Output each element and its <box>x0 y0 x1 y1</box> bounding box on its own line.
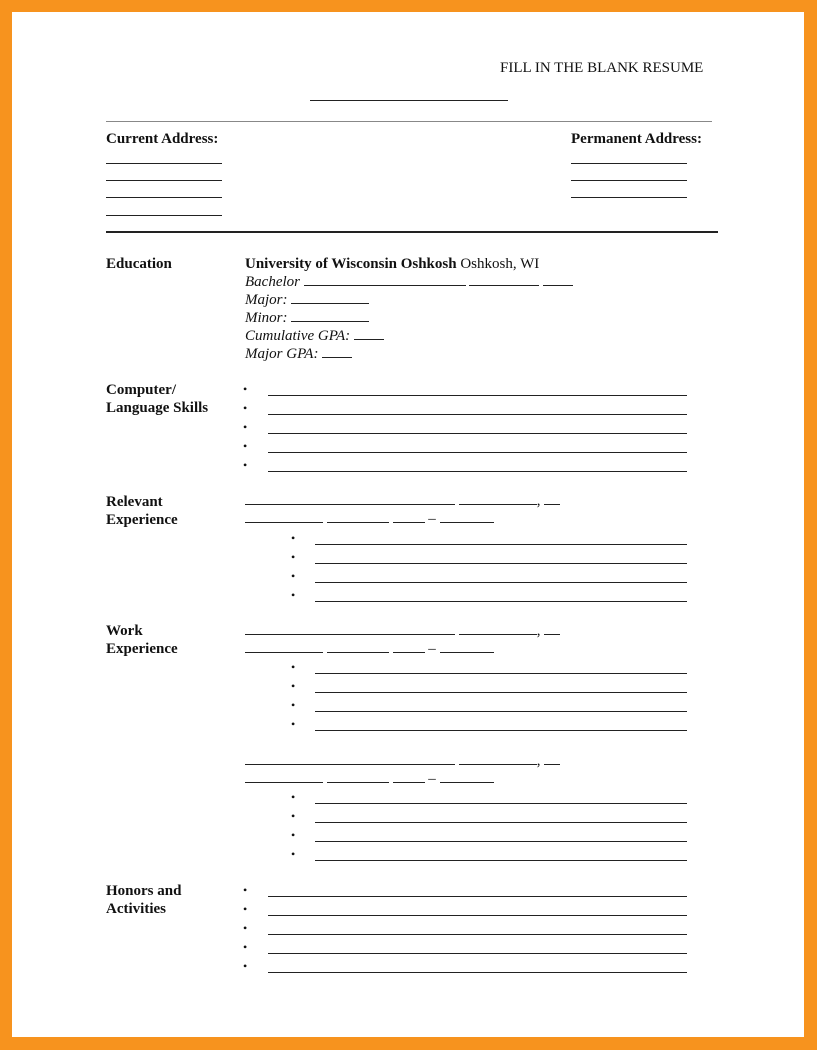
year-blank <box>393 510 425 523</box>
university-name: University of Wisconsin Oshkosh <box>245 256 457 272</box>
state-blank <box>544 492 560 505</box>
work-bullet: • <box>291 679 296 693</box>
cumulative-gpa-blank <box>354 327 384 340</box>
university-location: Oshkosh, WI <box>460 256 540 272</box>
relevant-line <box>315 544 687 545</box>
work-line <box>315 822 687 823</box>
skills-label-line1: Computer/ <box>106 382 176 398</box>
address-divider <box>106 231 718 233</box>
end-date-blank <box>440 510 494 523</box>
degree-row <box>245 273 573 291</box>
permanent-address-line <box>571 197 687 198</box>
permanent-address-label: Permanent Address: <box>571 131 702 147</box>
name-blank <box>310 100 508 101</box>
degree-blank <box>543 273 573 286</box>
position-blank <box>245 752 455 765</box>
honors-label <box>106 882 181 918</box>
education-label: Education <box>106 256 172 272</box>
relevant-label-line2: Experience <box>106 512 178 528</box>
skills-line <box>268 452 687 453</box>
work-line <box>315 711 687 712</box>
employer-blank <box>459 622 537 635</box>
permanent-address-line <box>571 180 687 181</box>
relevant-bullet: • <box>291 569 296 583</box>
permanent-address-line <box>571 163 687 164</box>
relevant-line <box>315 601 687 602</box>
degree-blank <box>469 273 539 286</box>
work-line <box>315 673 687 674</box>
relevant-bullet: • <box>291 588 296 602</box>
year-blank <box>393 770 425 783</box>
honors-bullet: • <box>243 940 248 954</box>
work-label-line1: Work <box>106 623 143 639</box>
minor-blank <box>291 309 369 322</box>
skills-bullet: • <box>243 420 248 434</box>
skills-label-line2: Language Skills <box>106 400 209 416</box>
skills-bullet: • <box>243 458 248 472</box>
relevant-label-line1: Relevant <box>106 494 163 510</box>
employer-blank <box>459 492 537 505</box>
work-position-row <box>245 752 560 770</box>
skills-bullet: • <box>243 439 248 453</box>
honors-line <box>268 953 687 954</box>
state-blank <box>544 752 560 765</box>
work-line <box>315 841 687 842</box>
skills-line <box>268 395 687 396</box>
end-date-blank <box>440 640 494 653</box>
comma: , <box>536 753 541 769</box>
work-line <box>315 860 687 861</box>
skills-label <box>106 381 208 417</box>
city-blank <box>245 510 323 523</box>
city-blank <box>245 640 323 653</box>
state-blank <box>544 622 560 635</box>
minor-row <box>245 309 369 327</box>
month-blank <box>327 770 389 783</box>
honors-line <box>268 896 687 897</box>
work-label-line2: Experience <box>106 641 178 657</box>
education-university-row <box>245 255 539 273</box>
honors-bullet: • <box>243 883 248 897</box>
page-title: FILL IN THE BLANK RESUME <box>500 60 704 76</box>
major-label: Major: <box>245 292 288 308</box>
degree-label: Bachelor <box>245 274 300 290</box>
honors-label-line2: Activities <box>106 901 166 917</box>
cumulative-gpa-row <box>245 327 384 345</box>
position-blank <box>245 622 455 635</box>
work-line <box>315 803 687 804</box>
relevant-bullet: • <box>291 550 296 564</box>
year-blank <box>393 640 425 653</box>
current-address-line <box>106 197 222 198</box>
work-bullet: • <box>291 828 296 842</box>
relevant-line <box>315 582 687 583</box>
minor-label: Minor: <box>245 310 288 326</box>
work-bullet: • <box>291 790 296 804</box>
current-address-line <box>106 215 222 216</box>
work-experience-label <box>106 622 178 658</box>
relevant-experience-label <box>106 493 178 529</box>
skills-bullet: • <box>243 382 248 396</box>
month-blank <box>327 510 389 523</box>
current-address-line <box>106 163 222 164</box>
relevant-position-row <box>245 492 560 510</box>
honors-bullet: • <box>243 921 248 935</box>
dash: – <box>428 511 436 527</box>
dash: – <box>428 771 436 787</box>
honors-line <box>268 915 687 916</box>
work-dates-row <box>245 770 494 788</box>
major-row <box>245 291 369 309</box>
work-dates-row <box>245 640 494 658</box>
relevant-line <box>315 563 687 564</box>
honors-line <box>268 972 687 973</box>
work-bullet: • <box>291 660 296 674</box>
work-bullet: • <box>291 847 296 861</box>
comma: , <box>536 623 541 639</box>
work-line <box>315 730 687 731</box>
dash: – <box>428 641 436 657</box>
work-position-row <box>245 622 560 640</box>
major-gpa-label: Major GPA: <box>245 346 319 362</box>
current-address-line <box>106 180 222 181</box>
honors-label-line1: Honors and <box>106 883 182 899</box>
major-blank <box>291 291 369 304</box>
comma: , <box>536 493 541 509</box>
work-bullet: • <box>291 698 296 712</box>
header-divider <box>106 121 712 122</box>
skills-line <box>268 433 687 434</box>
work-bullet: • <box>291 809 296 823</box>
cumulative-gpa-label: Cumulative GPA: <box>245 328 351 344</box>
current-address-label: Current Address: <box>106 131 219 147</box>
honors-line <box>268 934 687 935</box>
skills-line <box>268 414 687 415</box>
employer-blank <box>459 752 537 765</box>
work-bullet: • <box>291 717 296 731</box>
city-blank <box>245 770 323 783</box>
honors-bullet: • <box>243 902 248 916</box>
resume-page <box>12 12 804 1037</box>
month-blank <box>327 640 389 653</box>
work-line <box>315 692 687 693</box>
degree-blank <box>304 273 466 286</box>
end-date-blank <box>440 770 494 783</box>
skills-bullet: • <box>243 401 248 415</box>
major-gpa-blank <box>322 345 352 358</box>
relevant-bullet: • <box>291 531 296 545</box>
position-blank <box>245 492 455 505</box>
honors-bullet: • <box>243 959 248 973</box>
skills-line <box>268 471 687 472</box>
major-gpa-row <box>245 345 352 363</box>
relevant-dates-row <box>245 510 494 528</box>
